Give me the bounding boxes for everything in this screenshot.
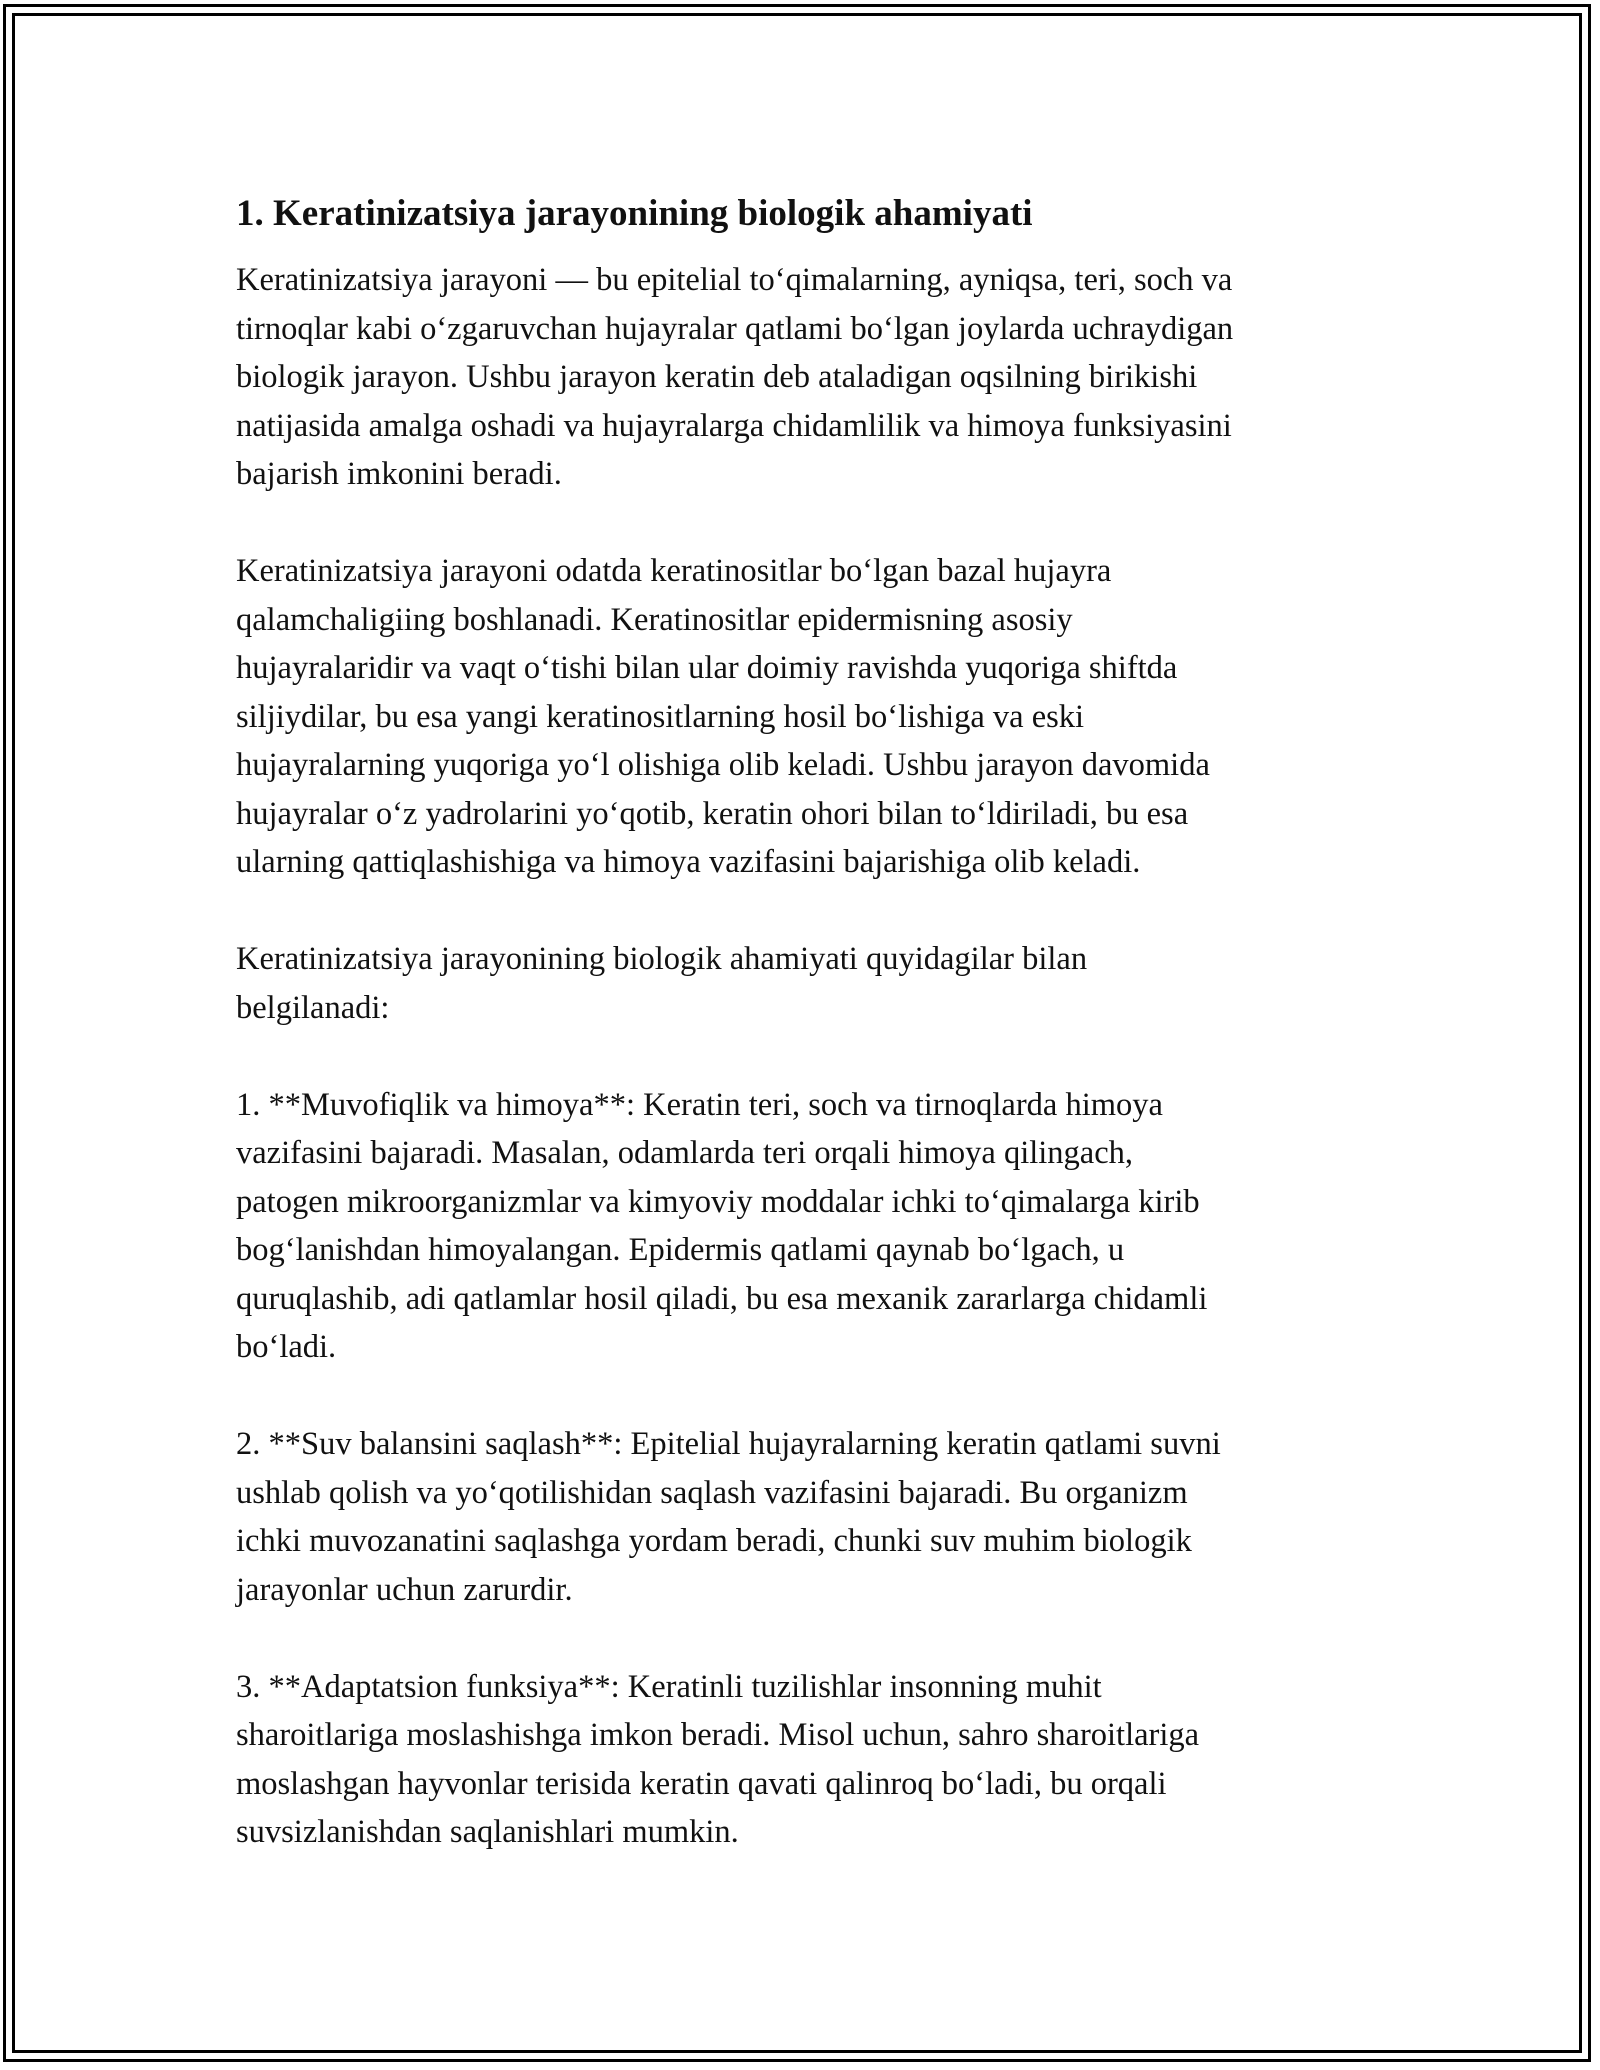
text-line: 3. **Adaptatsion funksiya**: Keratinli tuzilishlar insonning muhit: [236, 1668, 1102, 1705]
text-line: 2. **Suv balansini saqlash**: Epitelial hujayralarning keratin qatlami suvni: [236, 1426, 1221, 1462]
text-line: biologik jarayon. Ushbu jarayon keratin deb ataladigan oqsilning birikishi: [236, 359, 1198, 395]
text-line: Keratinizatsiya jarayonining biologik ahamiyati quyidagilar bilan: [236, 941, 1088, 977]
text-line: vazifasini bajaradi. Masalan, odamlarda teri orqali himoya qilingach,: [236, 1135, 1134, 1171]
text-line: qalamchaligiing boshlanadi. Keratinositlar epidermisning asosiy: [236, 601, 1073, 638]
text-line: ichki muvozanatini saqlashga yordam beradi, chunki suv muhim biologik: [236, 1523, 1192, 1559]
text-line: patogen mikroorganizmlar va kimyoviy moddalar ichki to‘qimalarga kirib: [236, 1183, 1200, 1220]
text-line: ularning qattiqlashishiga va himoya vazifasini bajarishiga olib keladi.: [236, 844, 1141, 880]
text-line: Keratinizatsiya jarayoni — bu epitelial to‘qimalarning, ayniqsa, teri, soch va: [236, 262, 1233, 298]
text-line: ushlab qolish va yo‘qotilishidan saqlash vazifasini bajaradi. Bu organizm: [236, 1474, 1188, 1511]
list-item-water-balance: [236, 1420, 1376, 1614]
text-line: jarayonlar uchun zarurdir.: [236, 1571, 573, 1608]
text-line: bajarish imkonini beradi.: [236, 456, 562, 492]
text-line: hujayralar o‘z yadrolarini yo‘qotib, keratin ohori bilan to‘ldiriladi, bu esa: [236, 795, 1189, 832]
paragraph-process: [236, 547, 1376, 887]
text-line: moslashgan hayvonlar terisida keratin qavati qalinroq bo‘ladi, bu orqali: [236, 1765, 1167, 1802]
text-line: bo‘ladi.: [236, 1329, 337, 1365]
text-line: hujayralaridir va vaqt o‘tishi bilan ular doimiy ravishda yuqoriga shiftda: [236, 650, 1178, 686]
text-line: sharoitlariga moslashishga imkon beradi. Misol uchun, sahro sharoitlariga: [236, 1717, 1200, 1753]
text-line: belgilanadi:: [236, 989, 390, 1026]
paragraph-intro: [236, 256, 1376, 499]
document-body: [236, 186, 1376, 1905]
text-line: hujayralarning yuqoriga yo‘l olishiga olib keladi. Ushbu jarayon davomida: [236, 747, 1210, 783]
text-line: tirnoqlar kabi o‘zgaruvchan hujayralar qatlami bo‘lgan joylarda uchraydigan: [236, 310, 1234, 347]
document-title: 1. Keratinizatsiya jarayonining biologik ahamiyati: [236, 193, 1033, 234]
list-item-protection: [236, 1081, 1376, 1372]
text-line: suvsizlanishdan saqlanishlari mumkin.: [236, 1814, 739, 1850]
list-item-adaptation: [236, 1663, 1376, 1857]
text-line: 1. **Muvofiqlik va himoya**: Keratin teri, soch va tirnoqlarda himoya: [236, 1086, 1163, 1123]
text-line: siljiydilar, bu esa yangi keratinositlarning hosil bo‘lishiga va eski: [236, 698, 1085, 735]
text-line: Keratinizatsiya jarayoni odatda keratinositlar bo‘lgan bazal hujayra: [236, 553, 1112, 589]
paragraph-significance-intro: [236, 935, 1376, 1032]
text-line: bog‘lanishdan himoyalangan. Epidermis qatlami qaynab bo‘lgach, u: [236, 1232, 1125, 1268]
text-line: natijasida amalga oshadi va hujayralarga chidamlilik va himoya funksiyasini: [236, 407, 1232, 444]
text-line: quruqlashib, adi qatlamlar hosil qiladi, bu esa mexanik zararlarga chidamli: [236, 1280, 1208, 1317]
